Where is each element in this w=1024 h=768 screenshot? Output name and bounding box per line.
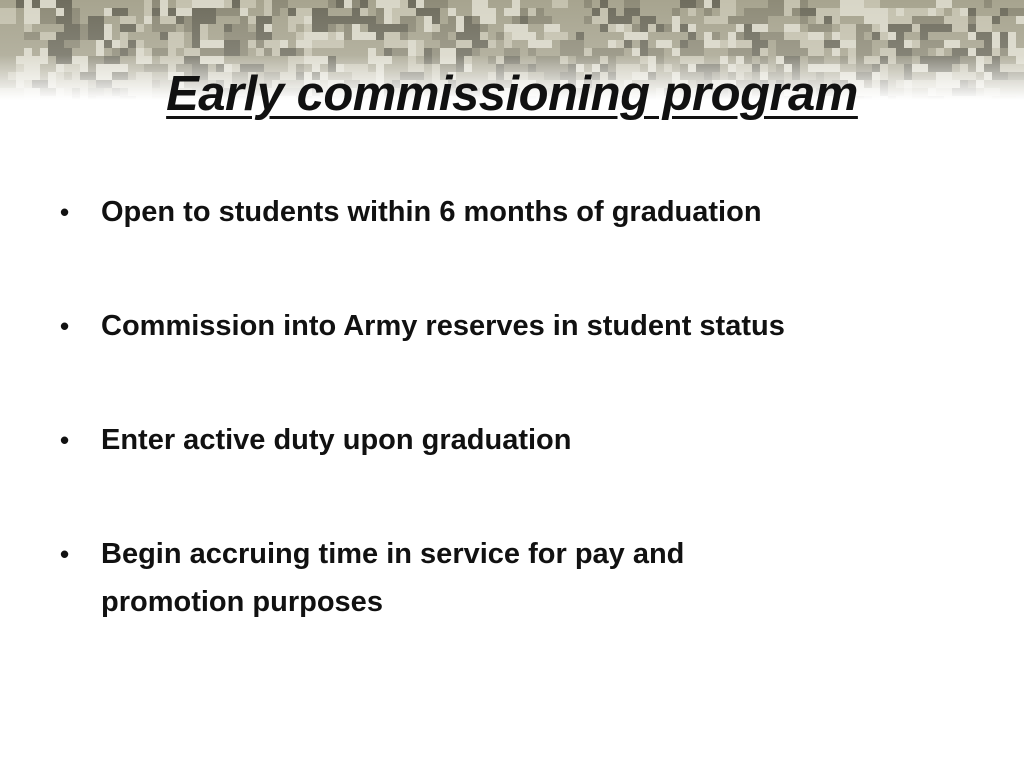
bullet-icon: • [60, 425, 70, 455]
bullet-item [60, 530, 960, 626]
bullet-icon: • [60, 197, 70, 227]
bullet-text: Enter active duty upon graduation [101, 424, 572, 456]
slide-title: Early commissioning program [166, 67, 858, 121]
bullet-text: Begin accruing time in service for pay and promotion purposes [101, 538, 685, 618]
bullet-item [60, 416, 960, 464]
bullet-item [60, 302, 960, 350]
bullet-icon: • [60, 539, 70, 569]
bullet-icon: • [60, 311, 70, 341]
bullet-item [60, 188, 960, 236]
bullet-text: Commission into Army reserves in student status [101, 310, 785, 342]
bullet-text: Open to students within 6 months of graduation [101, 196, 762, 228]
bullet-list [60, 188, 960, 692]
